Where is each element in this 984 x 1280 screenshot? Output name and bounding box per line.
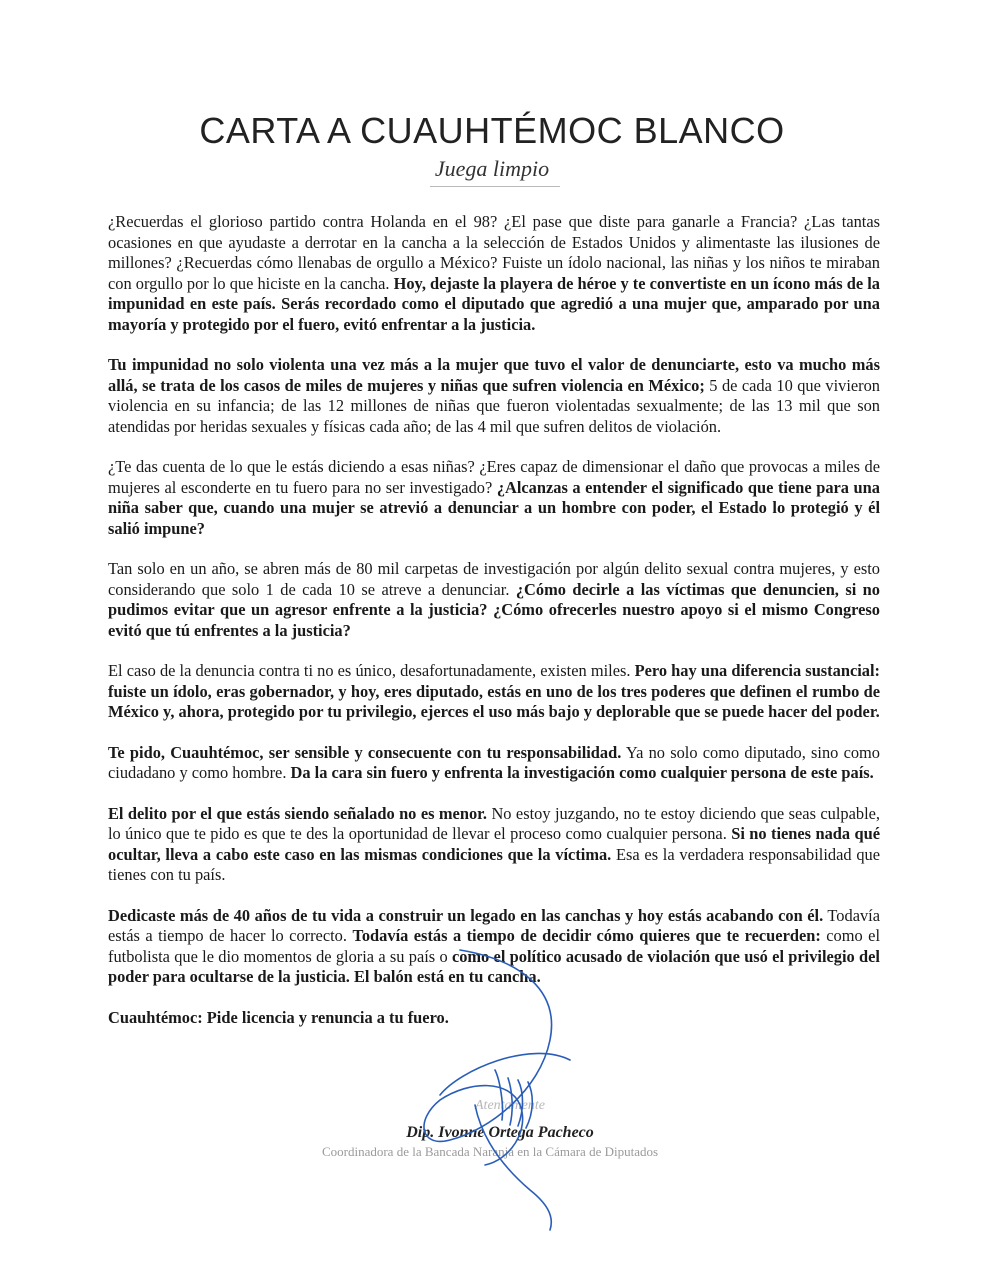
text-segment: El caso de la denuncia contra ti no es único, desafortunadamente, existen miles. [108, 661, 635, 680]
signer-role: Coordinadora de la Bancada Naranja en la Cámara de Diputados [321, 1144, 659, 1159]
closing-line: Cuauhtémoc: Pide licencia y renuncia a tu fuero. [108, 1007, 449, 1027]
bold-text-segment: Tu impunidad no solo violenta una vez más a la mujer que tuvo el valor de denunciarte, esto va mucho más allá, se trata de los casos de miles de mujeres y niñas que sufren violencia en México; [108, 355, 880, 395]
signer-name: Dip. Ivonne Ortega Pacheco [406, 1124, 594, 1141]
bold-text-segment: ¿Cómo decirle a las víctimas que denuncien, si no pudimos evitar que un agresor enfrente a la justicia? ¿Cómo ofrecerles nuestro apoyo si el mismo Congreso evitó que tú enfrentes a la justicia? [108, 579, 880, 640]
bold-text-segment: El delito por el que estás siendo señalado no es menor. [108, 803, 488, 823]
bold-text-segment: como el político acusado de violación que usó el privilegio del poder para ocultarse de la justicia. El balón está en tu cancha. [108, 946, 880, 986]
bold-text-segment: Todavía estás a tiempo de decidir cómo quieres que te recuerden: [352, 926, 821, 945]
bold-text-segment: Da la cara sin fuero y enfrenta la investigación como cualquier persona de este país. [290, 763, 874, 782]
text-segment: Esa es la verdadera responsabilidad que tienes con tu país. [108, 844, 880, 884]
letter-subtitle: Juega limpio [434, 156, 550, 181]
text-segment: Tan solo en un año, se abren más de 80 mil carpetas de investigación por algún delito sexual contra mujeres, y esto considerando que solo 1 de cada 10 se atreve a denunciar. [108, 559, 880, 599]
letter-paragraph [108, 743, 880, 784]
text-segment: Ya no solo como diputado, sino como ciudadano y como hombre. [108, 742, 880, 782]
text-segment: No estoy juzgando, no te estoy diciendo que seas culpable, lo único que te pido es que te des la oportunidad de llevar el proceso como cualquier persona. [108, 803, 880, 843]
subtitle-divider [430, 186, 560, 187]
letter-paragraph [108, 212, 880, 335]
bold-text-segment: Hoy, dejaste la playera de héroe y te convertiste en un ícono más de la impunidad en este país. Serás recordado como el diputado que agredió a una mujer que, amparado por una mayoría y protegido por el fuero, evitó enfrentar a la justicia. [108, 273, 880, 334]
letter-title: CARTA A CUAUHTÉMOC BLANCO [199, 110, 785, 151]
text-segment: Todavía estás a tiempo de hacer lo correcto. [108, 905, 880, 945]
letter-body [108, 212, 880, 1048]
text-segment: 5 de cada 10 que vivieron violencia en su infancia; de las 12 millones de niñas que fueron violentadas sexualmente; de las 13 mil que son atendidas por heridas sexuales y físicas cada año; de las 4 mil que sufren delitos de violación. [108, 375, 881, 436]
letter-paragraph [108, 457, 880, 539]
bold-text-segment: Te pido, Cuauhtémoc, ser sensible y consecuente con tu responsabilidad. [108, 742, 622, 762]
letter-paragraph [108, 661, 880, 723]
text-segment: ¿Te das cuenta de lo que le estás diciendo a esas niñas? ¿Eres capaz de dimensionar el daño que provocas a miles de mujeres al esconderte en tu fuero para no ser investigado? [108, 457, 880, 497]
letter-paragraph [108, 906, 880, 988]
greeting: Atentamente [475, 1098, 545, 1113]
bold-text-segment: ¿Alcanzas a entender el significado que tiene para una niña saber que, cuando una mujer se atrevió a denunciar a un hombre con poder, el Estado lo protegió y él salió impune? [108, 477, 880, 538]
text-segment: ¿Recuerdas el glorioso partido contra Holanda en el 98? ¿El pase que diste para ganarle a Francia? ¿Las tantas ocasiones en que ayudaste a derrotar en la cancha a la selección de Estados Unidos y alimentaste las ilusiones de millones? ¿Recuerdas cómo llenabas de orgullo a México? Fuiste un ídolo nacional, las niñas y los niños te miraban con orgullo por lo que hiciste en la cancha. [108, 212, 880, 293]
text-segment: como el futbolista que le dio momentos de gloria a su país o [108, 926, 880, 966]
letter-paragraph [108, 559, 880, 641]
bold-text-segment: Si no tienes nada qué ocultar, lleva a cabo este caso en las mismas condiciones que la víctima. [108, 824, 880, 864]
bold-text-segment: Pero hay una diferencia sustancial: fuiste un ídolo, eras gobernador, y hoy, eres diputado, estás en uno de los tres poderes que definen el rumbo de México y, ahora, protegido por tu privilegio, ejerces el uso más bajo y deplorable que se puede hacer del poder. [108, 661, 880, 721]
bold-text-segment: Dedicaste más de 40 años de tu vida a construir un legado en las canchas y hoy estás acabando con él. [108, 905, 824, 925]
letter-paragraph [108, 355, 880, 437]
letter-paragraph [108, 804, 880, 886]
